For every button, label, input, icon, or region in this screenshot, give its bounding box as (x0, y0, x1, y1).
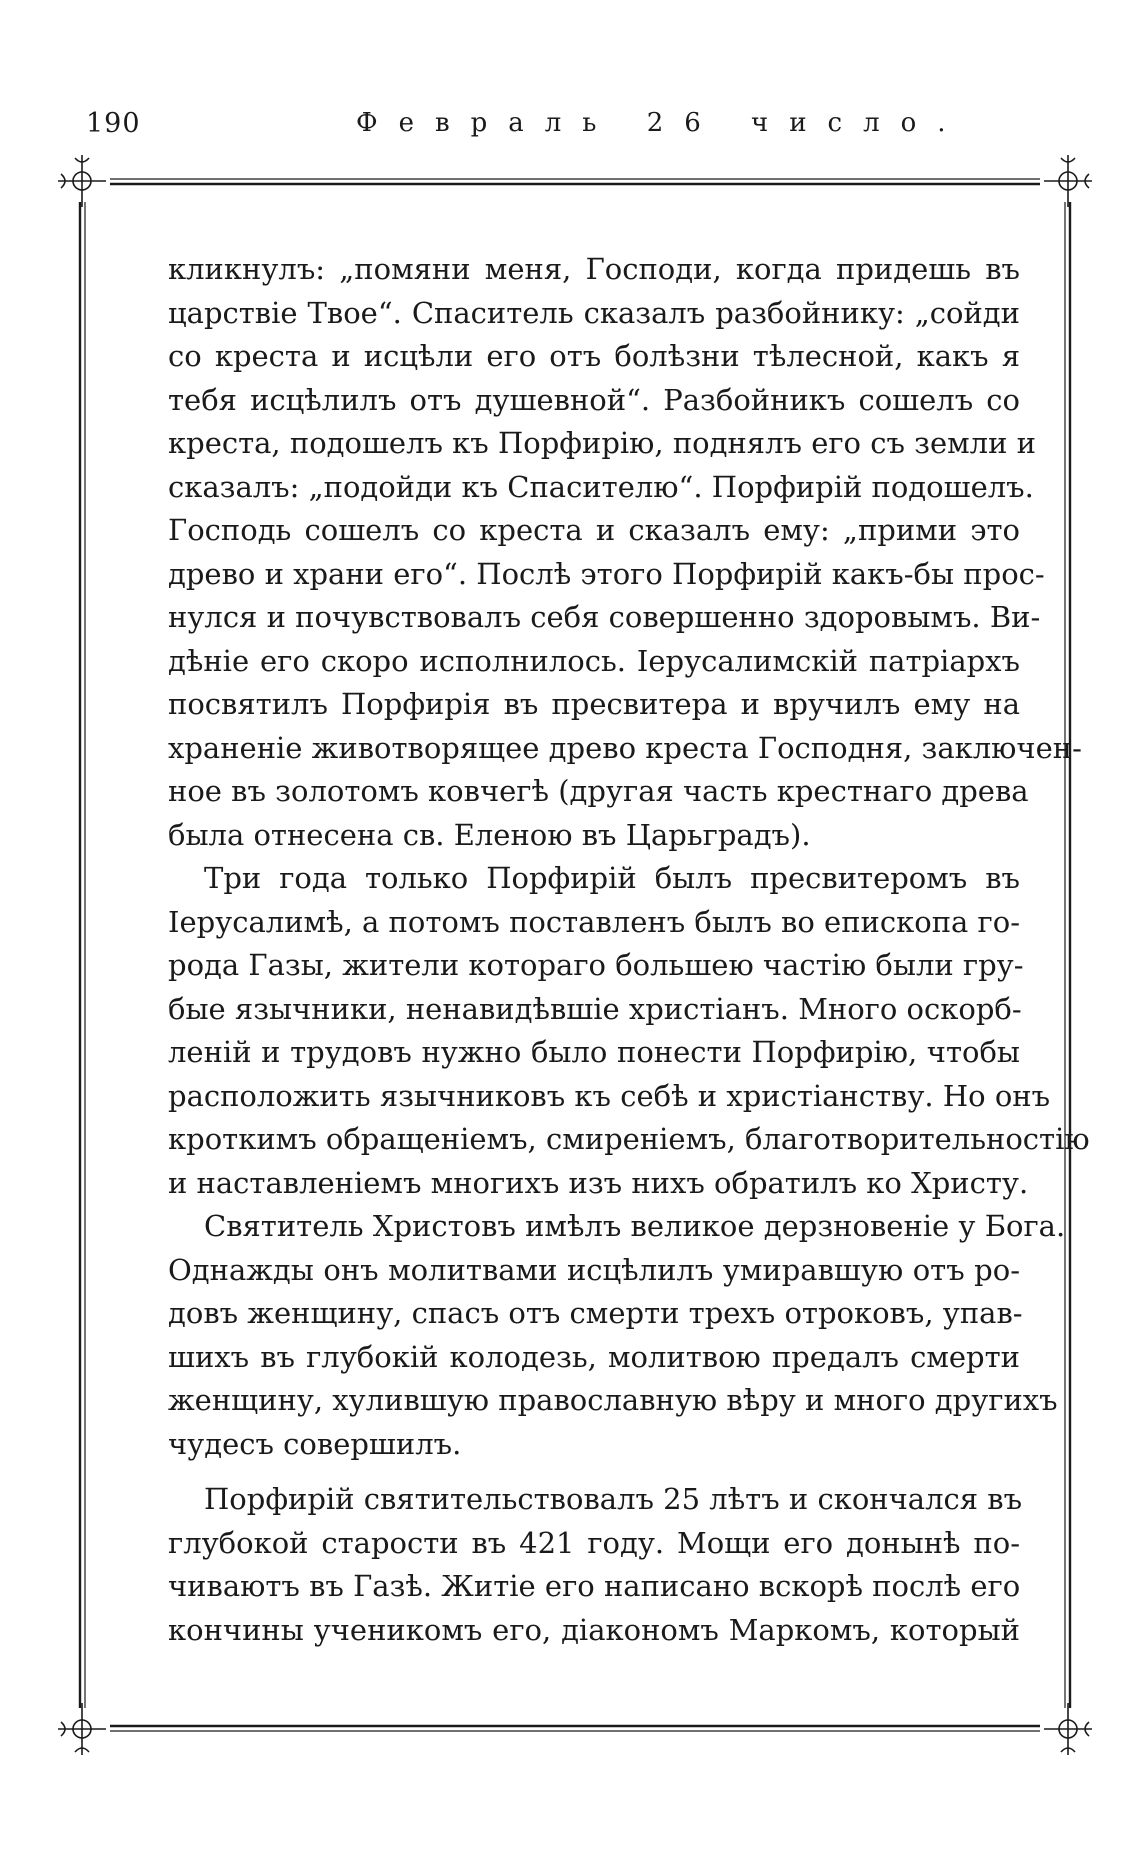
text-line: чиваютъ въ Газѣ. Житіе его написано вскорѣ послѣ его (168, 1569, 1021, 1603)
text-line: царствіе Твое“. Спаситель сказалъ разбойнику: „сойди (168, 295, 1020, 330)
text-line: тебя исцѣлилъ отъ душевной“. Разбойникъ сошелъ со (168, 382, 1020, 417)
text-line: Однажды онъ молитвами исцѣлилъ умиравшую отъ ро- (168, 1252, 1020, 1287)
text-line: Господь сошелъ со креста и сказалъ ему: „прими это (168, 513, 1020, 547)
text-line: кроткимъ обращеніемъ, смиреніемъ, благотворительностію (168, 1122, 1090, 1156)
text-line: посвятилъ Порфирія въ пресвитера и вручилъ ему на (168, 687, 1020, 721)
text-line: дѣніе его скоро исполнилось. Іерусалимскій патріархъ (168, 643, 1020, 678)
text-line: была отнесена св. Еленою въ Царьградъ). (168, 817, 811, 852)
text-line: довъ женщину, спасъ отъ смерти трехъ отроковъ, упав- (168, 1296, 1023, 1330)
text-line: рода Газы, жители котораго большею частію были гру- (168, 948, 1024, 982)
text-line: кончины ученикомъ его, діакономъ Маркомъ, который (168, 1612, 1020, 1647)
text-line: леній и трудовъ нужно было понести Порфирію, чтобы (168, 1035, 1020, 1069)
text-line: глубокой старости въ 421 году. Мощи его донынѣ по- (168, 1525, 1020, 1560)
text-line: храненіе животворящее древо креста Господня, заключен- (168, 730, 1082, 765)
text-line: креста, подошелъ къ Порфирію, поднялъ его съ земли и (168, 426, 1036, 460)
text-line: Святитель Христовъ имѣлъ великое дерзновеніе у Бога. (204, 1209, 1066, 1243)
text-line: Порфирій святительствовалъ 25 лѣтъ и скончался въ (204, 1482, 1023, 1516)
text-line: Іерусалимѣ, а потомъ поставленъ былъ во епископа го- (168, 904, 1020, 939)
text-line: и наставленіемъ многихъ изъ нихъ обратилъ ко Христу. (168, 1165, 1029, 1200)
text-line: нулся и почувствовалъ себя совершенно здоровымъ. Ви- (168, 600, 1041, 634)
page-number: 190 (86, 108, 141, 139)
body-text (168, 248, 1090, 1652)
text-line: кликнулъ: „помяни меня, Господи, когда придешь въ (168, 252, 1020, 286)
page-header (86, 108, 1076, 148)
paragraph-1 (168, 248, 1082, 857)
text-line: шихъ въ глубокій колодезь, молитвою предалъ смерти (168, 1339, 1020, 1374)
paragraph-3 (168, 1205, 1066, 1466)
text-line: древо и храни его“. Послѣ этого Порфирій какъ-бы прос- (168, 556, 1045, 591)
paragraph-4 (168, 1478, 1023, 1652)
running-title: Февраль 26 число. (356, 108, 967, 138)
text-line: расположить язычниковъ къ себѣ и христіанству. Но онъ (168, 1078, 1051, 1113)
text-line: со креста и исцѣли его отъ болѣзни тѣлесной, какъ я (168, 339, 1020, 373)
paragraph-gap (168, 1466, 1020, 1478)
text-line: сказалъ: „подойди къ Спасителю“. Порфирій подошелъ. (168, 469, 1034, 504)
text-line: чудесъ совершилъ. (168, 1426, 462, 1461)
text-line: женщину, хулившую православную вѣру и много другихъ (168, 1383, 1058, 1417)
text-line: бые язычники, ненавидѣвшіе христіанъ. Много оскорб- (168, 991, 1022, 1026)
paragraph-2 (168, 857, 1090, 1205)
text-line: Три года только Порфирій былъ пресвитеромъ въ (204, 861, 1020, 895)
text-line: ное въ золотомъ ковчегѣ (другая часть крестнаго древа (168, 774, 1029, 808)
